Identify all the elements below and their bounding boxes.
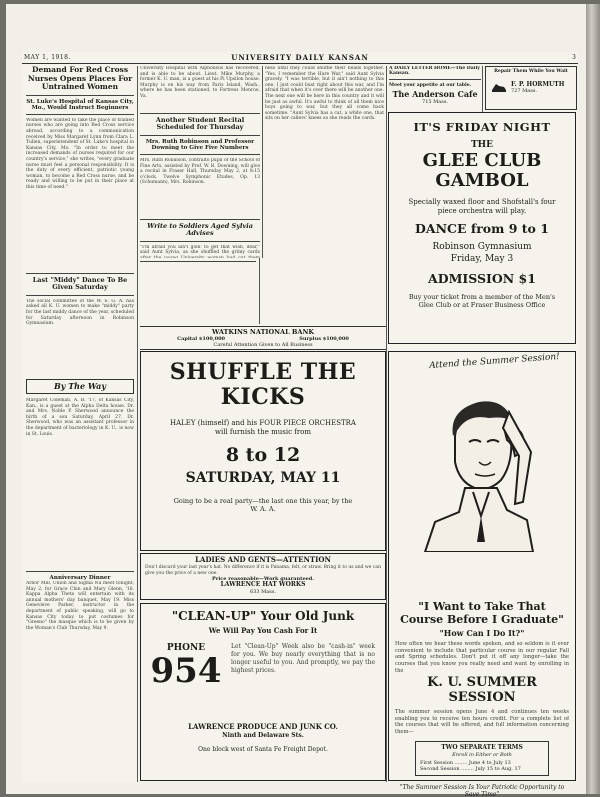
summer-sub: "How Can I Do It?": [439, 628, 525, 638]
phone-number: 954: [150, 650, 222, 691]
shuffle-time: 8 to 12: [225, 443, 301, 466]
aunt-sylvia-body: ness until they could shuffle their heads together. "Yes, I remember the Hare War," said Aunt Sylvia gravely. "I was terrible, but it ain't nothing to this one. I just could bust right about this war, and I'm afraid that when it's over there will be another one. The next one will be here in this country and it will be just as awful. It's awful to think of all them nice boys going to war, but they all come back sometime. "Aunt Sylvia has a cat, a white one, that sits on her callers' knees as she reads the cards.: [265, 66, 384, 122]
glee-line5: Specially waxed floor and Shofstall's four piece orchestra will play.: [408, 197, 556, 215]
term-2: Second Session ........ July 15 to Aug. 17: [420, 765, 521, 772]
cafe-tagline: Meet your appetite at our table.: [389, 83, 472, 88]
daily-letter: A DAILY LETTER HOME—The Daily Kansan.: [389, 66, 480, 76]
divider: [140, 261, 256, 262]
scan-edge: [586, 4, 600, 794]
cafe-name: The Anderson Cafe: [392, 89, 478, 99]
watkins-bank-ad: [140, 326, 386, 350]
glee-line3: GLEE CLUB: [422, 149, 542, 171]
summer-session-ad: [388, 351, 576, 797]
shuffle-footer: Going to be a real party—the last one this year, by the W. A. A.: [173, 496, 353, 514]
glee-line10: Buy your ticket from a member of the Men's Glee Club or at Fraser Business Office: [408, 292, 556, 310]
summer-footer: "The Summer Session Is Your Patriotic Opportunity to Save Time": [399, 783, 565, 797]
nurses-subhead: St. Luke's Hospital of Kansas City, Mo., Would Instruct Beginners: [26, 98, 134, 111]
divider: [389, 79, 481, 80]
terms-title: TWO SEPARATE TERMS: [441, 744, 523, 752]
masthead-title: UNIVERSITY DAILY KANSAN: [231, 53, 369, 62]
nurses-headline: Demand For Red Cross Nurses Opens Places For Untrained Women: [27, 66, 133, 92]
cleanup-ad: [140, 603, 386, 781]
recital-headline: Another Student Recital Scheduled for Thursday: [155, 116, 245, 132]
glee-line1: IT'S FRIDAY NIGHT: [413, 120, 551, 134]
middy-body: The social committee of the W. S. G. A. has asked all K. U. women to make "middy" party for the last middy dance of the year, scheduled for Saturday afternoon in Robinson Gymnasium.: [26, 298, 134, 327]
ice-cream-body: [263, 260, 384, 278]
glee-line8: Friday, May 3: [450, 254, 514, 265]
summer-script: Attend the Summer Session!: [428, 351, 561, 372]
divider: [26, 95, 134, 96]
summer-body: How often we hear these words spoken, and so seldom is it ever convenient to include that particular course in our regular Fall and Spring schedules. Don't put it off any longer—take the courses that you know you really need and want by enrolling in the: [395, 641, 569, 674]
cafe-ad: [389, 66, 481, 112]
ladies-title: LADIES AND GENTS—ATTENTION: [195, 555, 331, 564]
divider: [140, 135, 260, 136]
masthead-date: MAY 1, 1918.: [24, 54, 71, 61]
glee-line9: ADMISSION $1: [428, 271, 536, 287]
cleanup-body: Let "Clean-Up" Week also be "cash-in" week for you. We buy nearly everything that is no longer useful to you. And promptly, we pay the highest prices.: [231, 642, 375, 674]
bank-tagline: Careful Attention Given to All Business: [213, 342, 313, 349]
bank-surplus: Surplus $100,000: [299, 336, 349, 343]
glee-line7: Robinson Gymnasium: [432, 242, 532, 253]
divider: [140, 241, 260, 242]
divider: [26, 295, 134, 296]
masthead-page: 3: [572, 54, 576, 61]
shuffle-title-1: SHUFFLE THE: [169, 359, 357, 385]
glee-line4: GAMBOL: [435, 170, 529, 192]
divider: [26, 571, 134, 572]
hormuth-address: 727 Mass.: [511, 87, 537, 94]
hormuth-tag: Repair Them While You Wait: [494, 69, 568, 74]
ladies-price: Price reasonable—Work guaranteed.: [211, 576, 315, 583]
by-the-way-heading: By The Way: [54, 380, 106, 391]
by-the-way-body: Margaret Coleman, A. B. '17, of Kansas City, Kan., is a guest at the Alpha Delta house. Dr. and Mrs. Noble P. Sherwood announce the birth of a son Saturday, April 27. Dr. Sherwood, who was an assistant professor in the department of bacteriology in K. U., is now in St. Louis.: [26, 398, 134, 437]
cleanup-title: "CLEAN-UP" Your Old Junk: [171, 609, 355, 623]
phone-label: PHONE: [166, 642, 206, 653]
column-rule: [386, 66, 387, 782]
ladies-address: 633 Mass.: [250, 588, 276, 595]
divider: [140, 219, 260, 220]
hormuth-name: F. P. HORMUTH: [511, 80, 565, 88]
anniversary-headline: Anniversary Dinner: [49, 575, 111, 581]
student-illustration: [419, 392, 539, 552]
divider: [26, 273, 134, 274]
bank-name: WATKINS NATIONAL BANK: [211, 328, 315, 336]
soldiers-headline: Write to Soldiers Aged Sylvia Advises: [147, 221, 253, 238]
soldiers-body: "I'm afraid you ain't goin' to get that wish, dear," said Aunt Sylvia, as she shuffled the grimy cards: [140, 244, 260, 256]
glee-club-ad: [388, 112, 576, 344]
divider: [140, 113, 260, 114]
cleanup-footer: One block west of Santa Fe Freight Depot.: [198, 745, 328, 753]
hospital-body: University Hospital with Alphonsus has recovered, and is able to be about. Lieut. Mike Murphy, a former K. U. man, is a guest at his Pi Upsilon house. Murphy is on his way from Paris Island, Wash., where he has been stationed, to Fortress Monroe, Va.: [140, 66, 260, 99]
glee-line2: THE: [470, 140, 494, 151]
divider: [140, 154, 260, 155]
anniversary-body: Arbor Mill, Union and Sigma Nu meet tonight, May 2, for Grace Chin and Mary Glenn, '16. Kappa Alpha Theta will entertain with its annual mothers' day banquet, May 19. Miss Genevieve Parker, instructor in the department of public speaking, will go to Kansas City today to put costumes for "Greeno" the masque which is to be given by the Woman's Club Thursday, May 9.: [26, 581, 134, 631]
divider: [26, 114, 134, 115]
cafe-address: 715 Mass.: [422, 99, 448, 106]
term-1: First Session ........ June 4 to July 13: [420, 759, 511, 766]
glee-line6: DANCE from 9 to 1: [415, 220, 549, 236]
terms-sub: Enroll in Either or Both: [452, 751, 512, 758]
shuffle-date: SATURDAY, MAY 11: [185, 470, 341, 487]
shuffle-lead: HALEY (himself) and his FOUR PIECE ORCHESTRA will furnish the music from: [170, 418, 356, 436]
recital-subhead: Mrs. Ruth Robinson and Professor Downing to Give Five Numbers: [145, 138, 255, 151]
middy-headline: Last "Middy" Dance To Be Given Saturday: [32, 275, 128, 292]
shuffle-kicks-ad: [140, 351, 386, 551]
summer-headline: "I Want to Take That Course Before I Graduate": [400, 600, 564, 626]
ladies-name: LAWRENCE HAT WORKS: [220, 581, 306, 589]
cleanup-address: Ninth and Delaware Sts.: [222, 731, 304, 739]
hormuth-ad: [485, 66, 577, 110]
recital-body: Mrs. Ruth Robinson, contralto pupil of the School of Fine Arts, assisted by Prof. W. B. Downing, will give a recital in Fraser Hall, Thursday May 2, at 8:15 o'clock. Twelve Symphonic Etudes, Op. 13 (Schumann), Mrs. Robinson.: [140, 157, 260, 186]
shoe-icon: [490, 78, 508, 96]
masthead: [22, 52, 578, 64]
summer-title: K. U. SUMMER SESSION: [427, 675, 537, 706]
listings-strip: [140, 258, 384, 324]
column-1: [26, 66, 134, 782]
nurses-body: Women are wanted to take the place of trained nurses who are going into Red Cross service abroad, according to a communication received by Miss Margaret Lynn from Clara L. Tullen, superintendent of St. Luke's hospital in Kansas City, Mo. "In order to meet the increased demands of nurses required for our country's service," she writes, "every graduate nurse must feel a personal responsibility. It is the duty of every efficient, patriotic young woman, to become a Red Cross nurse, and be ready and willing to be put in their place at this time of need.": [26, 117, 134, 190]
column-rule: [137, 66, 138, 782]
shuffle-title-2: KICKS: [220, 384, 306, 411]
summer-dates: The summer session opens June 4 and continues ten weeks enabling you to receive ten hours credit. For a complete list of the courses that will be offered, and full information concerning them—: [395, 709, 569, 735]
ladies-body: Don't discard your last year's hat. No difference if it is Panama, felt, or straw. Bring it to us and we can give you the price of a new one.: [145, 565, 381, 576]
cleanup-sub: We Will Pay You Cash For It: [208, 625, 318, 635]
cleanup-company: LAWRENCE PRODUCE AND JUNK CO.: [188, 721, 338, 731]
column-rule: [482, 66, 483, 112]
bank-capital: Capital $100,000: [177, 336, 226, 343]
hat-works-ad: [140, 553, 386, 600]
